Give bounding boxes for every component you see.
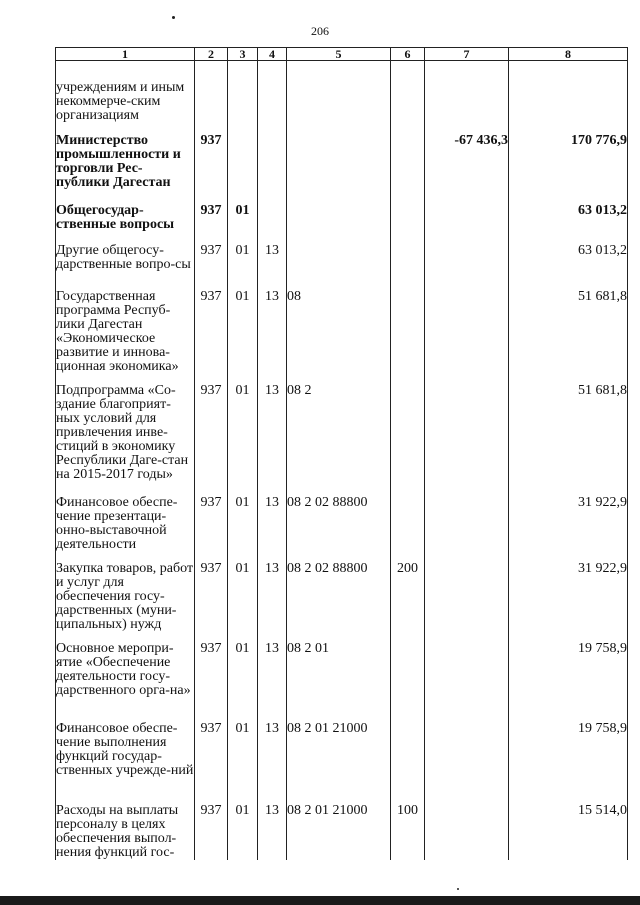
target-article-cell [287, 61, 391, 131]
ministry-code-cell: 937 [195, 286, 228, 380]
scan-speck [457, 888, 459, 890]
expense-type-cell: 200 [391, 558, 425, 638]
column-header: 2 [195, 48, 228, 61]
change-amount-cell [425, 800, 509, 860]
change-amount-cell: -67 436,3 [425, 130, 509, 200]
target-article-cell: 08 [287, 286, 391, 380]
change-amount-cell [425, 61, 509, 131]
expense-type-cell [391, 380, 425, 492]
subsection-code-cell: 13 [258, 800, 287, 860]
total-amount-cell: 170 776,9 [509, 130, 628, 200]
change-amount-cell [425, 380, 509, 492]
change-amount-cell [425, 558, 509, 638]
target-article-cell: 08 2 01 21000 [287, 800, 391, 860]
column-header: 7 [425, 48, 509, 61]
target-article-cell: 08 2 02 88800 [287, 558, 391, 638]
table-row [56, 200, 628, 240]
table-row [56, 240, 628, 286]
subsection-code-cell: 13 [258, 380, 287, 492]
subsection-code-cell: 13 [258, 638, 287, 718]
column-header: 3 [228, 48, 258, 61]
row-name: Общегосудар-ственные вопросы [56, 200, 195, 240]
column-header: 8 [509, 48, 628, 61]
target-article-cell [287, 240, 391, 286]
scan-speck [172, 16, 175, 19]
row-name: Финансовое обеспе-чение выполнения функций государ-ственных учрежде-ний [56, 718, 195, 800]
subsection-code-cell [258, 61, 287, 131]
change-amount-cell [425, 492, 509, 558]
target-article-cell: 08 2 01 [287, 638, 391, 718]
total-amount-cell: 63 013,2 [509, 200, 628, 240]
expense-type-cell [391, 286, 425, 380]
ministry-code-cell: 937 [195, 200, 228, 240]
subsection-code-cell: 13 [258, 240, 287, 286]
table-row [56, 130, 628, 200]
change-amount-cell [425, 638, 509, 718]
target-article-cell [287, 200, 391, 240]
total-amount-cell: 15 514,0 [509, 800, 628, 860]
section-code-cell [228, 61, 258, 131]
subsection-code-cell: 13 [258, 718, 287, 800]
change-amount-cell [425, 718, 509, 800]
expense-type-cell [391, 718, 425, 800]
expense-type-cell [391, 492, 425, 558]
table-row [56, 380, 628, 492]
total-amount-cell: 63 013,2 [509, 240, 628, 286]
section-code-cell: 01 [228, 558, 258, 638]
total-amount-cell: 51 681,8 [509, 380, 628, 492]
table-row [56, 61, 628, 131]
scan-edge-bar [0, 896, 640, 905]
expense-type-cell [391, 200, 425, 240]
total-amount-cell [509, 61, 628, 131]
subsection-code-cell: 13 [258, 558, 287, 638]
target-article-cell: 08 2 02 88800 [287, 492, 391, 558]
total-amount-cell: 51 681,8 [509, 286, 628, 380]
table-row [56, 638, 628, 718]
table-row [56, 558, 628, 638]
column-header: 5 [287, 48, 391, 61]
row-name: Основное меропри-ятие «Обеспечение деятельности госу-дарственного орга-на» [56, 638, 195, 718]
subsection-code-cell: 13 [258, 492, 287, 558]
expense-type-cell [391, 638, 425, 718]
row-name: Расходы на выплаты персоналу в целях обеспечения выпол-нения функций гос- [56, 800, 195, 860]
subsection-code-cell: 13 [258, 286, 287, 380]
ministry-code-cell: 937 [195, 638, 228, 718]
section-code-cell: 01 [228, 638, 258, 718]
column-header: 6 [391, 48, 425, 61]
section-code-cell: 01 [228, 492, 258, 558]
subsection-code-cell [258, 130, 287, 200]
table-row [56, 800, 628, 860]
expense-type-cell [391, 61, 425, 131]
target-article-cell: 08 2 01 21000 [287, 718, 391, 800]
row-name: Государственная программа Респуб-лики Дагестан «Экономическое развитие и иннова-ционная экономика» [56, 286, 195, 380]
ministry-code-cell: 937 [195, 558, 228, 638]
section-code-cell [228, 130, 258, 200]
target-article-cell [287, 130, 391, 200]
header-row [56, 48, 628, 61]
total-amount-cell: 19 758,9 [509, 718, 628, 800]
column-header: 4 [258, 48, 287, 61]
ministry-code-cell: 937 [195, 492, 228, 558]
table-row [56, 286, 628, 380]
total-amount-cell: 31 922,9 [509, 492, 628, 558]
section-code-cell: 01 [228, 200, 258, 240]
change-amount-cell [425, 200, 509, 240]
target-article-cell: 08 2 [287, 380, 391, 492]
expense-type-cell [391, 130, 425, 200]
budget-table [55, 47, 628, 860]
change-amount-cell [425, 286, 509, 380]
section-code-cell: 01 [228, 718, 258, 800]
total-amount-cell: 31 922,9 [509, 558, 628, 638]
table-row [56, 718, 628, 800]
section-code-cell: 01 [228, 286, 258, 380]
row-name: Подпрограмма «Со-здание благоприят-ных условий для привлечения инве-стиций в экономику Республики Даге-стан на 2015-2017 годы» [56, 380, 195, 492]
table-row [56, 492, 628, 558]
row-name: Финансовое обеспе-чение презентаци-онно-выставочной деятельности [56, 492, 195, 558]
ministry-code-cell: 937 [195, 380, 228, 492]
row-name: Другие общегосу-дарственные вопро-сы [56, 240, 195, 286]
section-code-cell: 01 [228, 380, 258, 492]
change-amount-cell [425, 240, 509, 286]
subsection-code-cell [258, 200, 287, 240]
expense-type-cell [391, 240, 425, 286]
ministry-code-cell: 937 [195, 240, 228, 286]
page-number: 206 [311, 24, 329, 38]
ministry-code-cell [195, 61, 228, 131]
total-amount-cell: 19 758,9 [509, 638, 628, 718]
section-code-cell: 01 [228, 240, 258, 286]
section-code-cell: 01 [228, 800, 258, 860]
row-name: учреждениям и иным некоммерче-ским организациям [56, 61, 195, 131]
column-header: 1 [56, 48, 195, 61]
row-name: Закупка товаров, работ и услуг для обеспечения госу-дарственных (муни-ципальных) нужд [56, 558, 195, 638]
row-name: Министерство промышленности и торговли Рес-публики Дагестан [56, 130, 195, 200]
ministry-code-cell: 937 [195, 130, 228, 200]
ministry-code-cell: 937 [195, 718, 228, 800]
ministry-code-cell: 937 [195, 800, 228, 860]
expense-type-cell: 100 [391, 800, 425, 860]
